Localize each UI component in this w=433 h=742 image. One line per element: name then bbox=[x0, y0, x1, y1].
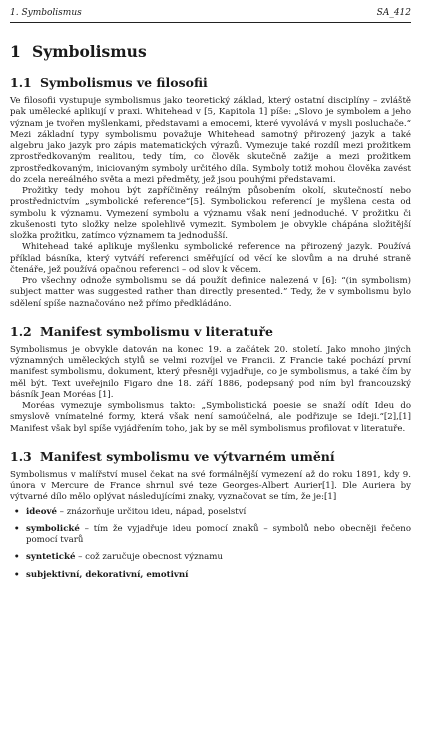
section-heading bbox=[10, 324, 411, 339]
section-title: Manifest symbolismu v literatuře bbox=[40, 323, 273, 339]
section-title: Manifest symbolismu ve výtvarném umění bbox=[40, 448, 335, 464]
section-title: Symbolismus ve filosofii bbox=[40, 75, 208, 90]
section-visual-art bbox=[10, 449, 411, 581]
bullet-icon: • bbox=[14, 506, 20, 517]
list-desc: – znázorňuje určitou ideu, nápad, poselství bbox=[56, 506, 247, 517]
section-number: 1.3 bbox=[10, 448, 32, 464]
chapter-heading bbox=[10, 42, 411, 61]
paragraph: Symbolismus v malířství musel čekat na své formálnější vymezení až do roku 1891, kdy 9. února v Mercure de France shrnul své teze Georges-Albert Aurier[1]. Dle Auriera by výtvarné dílo mělo oplývat následujícími znaky, vyznačovat se tím, že je:[1] bbox=[10, 469, 411, 503]
section-number: 1.2 bbox=[10, 323, 32, 339]
list-item bbox=[10, 552, 411, 563]
paragraph: Prožitky tedy mohou být zapříčiněny reálným působením okolí, skutečností nebo prostřednictvím „symbolické reference“[5]. Symbolickou referencí je myšlena cesta od symbolu k významu. Vymezení symbolu a významu však není jednoduché. V prožitku či zkušenosti tyto složky nelze spolehlivě vymezit. Symbolem je obvykle chápána složitější složka prožitku, zatímco významem ta jednodušší. bbox=[10, 186, 411, 241]
list-item bbox=[10, 507, 411, 518]
list-desc: – což zaručuje obecnost významu bbox=[75, 552, 223, 563]
page-content bbox=[10, 42, 411, 595]
list-term: symbolické bbox=[26, 523, 80, 534]
running-header-id: SA_412 bbox=[376, 8, 411, 18]
section-heading bbox=[10, 449, 411, 464]
list-term: ideové bbox=[26, 506, 57, 517]
paragraph: Moréas vymezuje symbolismus takto: „Symbolistická poesie se snaží odít Ideu do smyslově vnímatelné formy, která však není samoúčelná, ale podřizuje se Ideji.“[2],[1] Manifest však byl spíše vyjádřením toho, jak by se měl symbolismus profilovat v literatuře. bbox=[10, 401, 411, 434]
list-term: subjektivní, dekorativní, emotivní bbox=[26, 569, 189, 580]
section-heading bbox=[10, 75, 411, 90]
bullet-icon: • bbox=[14, 569, 20, 580]
running-header-chapter: 1. Symbolismus bbox=[10, 8, 82, 18]
paragraph: Symbolismus je obvykle datován na konec 19. a začátek 20. století. Jako mnoho jiných významných uměleckých stylů se velmi rozvíjel ve Francii. Z Francie také pochází první manifest symbolismu, dokument, který přesněji vyjadřuje, co je symbolismus, a také čím by měl být. Text uveřejnilo Figaro dne 18. září 1886, podepsaný pod ním byl francouzský básník Jean Moréas [1]. bbox=[10, 344, 411, 400]
header-rule bbox=[10, 22, 411, 23]
section-philosophy bbox=[10, 75, 411, 310]
list-item bbox=[10, 570, 411, 581]
paragraph: Pro všechny odnože symbolismu se dá použít definice nalezená v [6]: “(in symbolism) subject matter was suggested rather than directly presented.” Tedy, že v symbolismu bylo sdělení spíše naznačováno než přímo předkládáno. bbox=[10, 276, 411, 309]
chapter-title: Symbolismus bbox=[32, 42, 147, 61]
section-literature bbox=[10, 324, 411, 435]
aurier-criteria-list bbox=[10, 507, 411, 581]
bullet-icon: • bbox=[14, 523, 20, 534]
paragraph: Whitehead také aplikuje myšlenku symbolické reference na přirozený jazyk. Používá příklad básníka, který vytváří referenci směřující od věcí ke slovům a na druhé straně čtenáře, jež používá opačnou referenci – od slov k věcem. bbox=[10, 242, 411, 275]
list-term: syntetické bbox=[26, 552, 76, 563]
paragraph: Ve filosofii vystupuje symbolismus jako teoretický základ, který ostatní disciplíny – zvláště pak umělecké aplikují v praxi. Whitehead v [5, Kapitola 1] píše: „Slovo je symbolem a jeho význam je tvořen myšlenkami, představami a emocemi, které vyvolává v mysli posluchače.“ Mezi základní typy symbolismu považuje Whitehead samotný přirozený jazyk a také algebru jako jazyk pro zápis matematických výrazů. Vymezuje také rozdíl mezi prožitkem zprostředkovaným realitou, tedy tím, co člověk skutečně zažije a mezi prožitkem zprostředkovaným, iniciovaným symboly určitého díla. Symboly totiž mohou člověka zavést do zcela nereálného světa a mezi předměty, jež jsou pouhými představami. bbox=[10, 96, 411, 185]
list-desc: – tím že vyjadřuje ideu pomocí znaků – symbolů nebo obecněji řečeno pomocí tvarů bbox=[26, 523, 411, 545]
section-number: 1.1 bbox=[10, 75, 32, 90]
bullet-icon: • bbox=[14, 552, 20, 563]
running-header bbox=[10, 8, 411, 22]
chapter-number: 1 bbox=[10, 42, 21, 61]
list-item bbox=[10, 524, 411, 547]
